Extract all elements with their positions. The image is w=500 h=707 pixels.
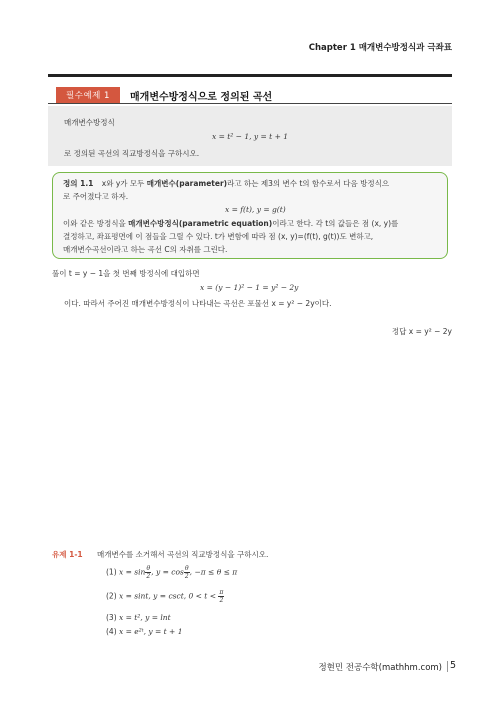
solution-line-2: 이다. 따라서 주어진 매개변수방정식이 나타내는 곡선은 포물선 x = y² − 2y이다. [64, 299, 332, 308]
footer-text: 정현민 전공수학(mathhm.com) [318, 663, 442, 673]
definition-equation: x = f(t), y = g(t) [225, 205, 286, 214]
definition-line-3: 이와 같은 방정식을 매개변수방정식(parametric equation)이라고 한다. 각 t의 값들은 점 (x, y)를 [63, 219, 399, 228]
problem-tag: 필수예제 1 [56, 87, 120, 103]
parameter-term: 매개변수(parameter) [146, 179, 228, 188]
exercise-header [52, 549, 268, 560]
solution-line-1: 풀이 t = y − 1을 첫 번째 방정식에 대입하면 [52, 269, 200, 278]
answer: 정답 x = y² − 2y [391, 327, 452, 336]
chapter-header: Chapter 1 매개변수방정식과 극좌표 [308, 43, 452, 53]
exercise-item-3: (3) x = t², y = lnt [106, 613, 171, 622]
definition-line-5: 매개변수곡선이라고 하는 곡선 C의 자취를 그린다. [63, 245, 228, 254]
exercise-instruction: 매개변수를 소거해서 곡선의 직교방정식을 구하시오. [97, 550, 269, 559]
problem-line-1: 매개변수방정식 [64, 118, 115, 127]
definition-label: 정의 1.1 [63, 179, 94, 188]
footer-separator [447, 661, 448, 672]
problem-statement [48, 106, 452, 166]
exercise-item-4: (4) x = e²ᵗ, y = t + 1 [106, 627, 183, 636]
definition-line-2: 로 주어졌다고 하자. [63, 192, 129, 201]
header-rule [48, 74, 452, 77]
problem-line-2: 로 정의된 곡선의 직교방정식을 구하시오. [64, 149, 200, 158]
problem-title: 매개변수방정식으로 정의된 곡선 [130, 92, 273, 103]
exercise-item-2: (2) x = sint, y = csct, 0 < t < $\frac{\pi}{2}$ [106, 589, 224, 604]
banner-rule [48, 103, 452, 104]
exercise-item-1: (1) x = sin $\frac{\theta}{2}$ , y = cos $\frac{\theta}{2}$ , −π ≤ θ ≤ π [106, 565, 238, 580]
exercise-label: 유제 1-1 [52, 550, 83, 559]
solution-equation: x = (y − 1)² − 1 = y² − 2y [200, 283, 299, 292]
problem-banner [48, 84, 452, 104]
problem-equation: x = t² − 1, y = t + 1 [212, 132, 289, 141]
parametric-equation-term: 매개변수방정식(parametric equation) [128, 219, 273, 228]
definition-line-4: 결정하고, 좌표평면에 이 점들을 그릴 수 있다. t가 변함에 따라 점 (x, y)=(f(t), g(t))도 변하고, [63, 232, 374, 241]
definition-box [52, 172, 448, 259]
page-number: 5 [449, 660, 456, 671]
definition-line-1: 정의 1.1 x와 y가 모두 매개변수(parameter)라고 하는 제3의 변수 t의 함수로서 다음 방정식으 [63, 179, 390, 188]
